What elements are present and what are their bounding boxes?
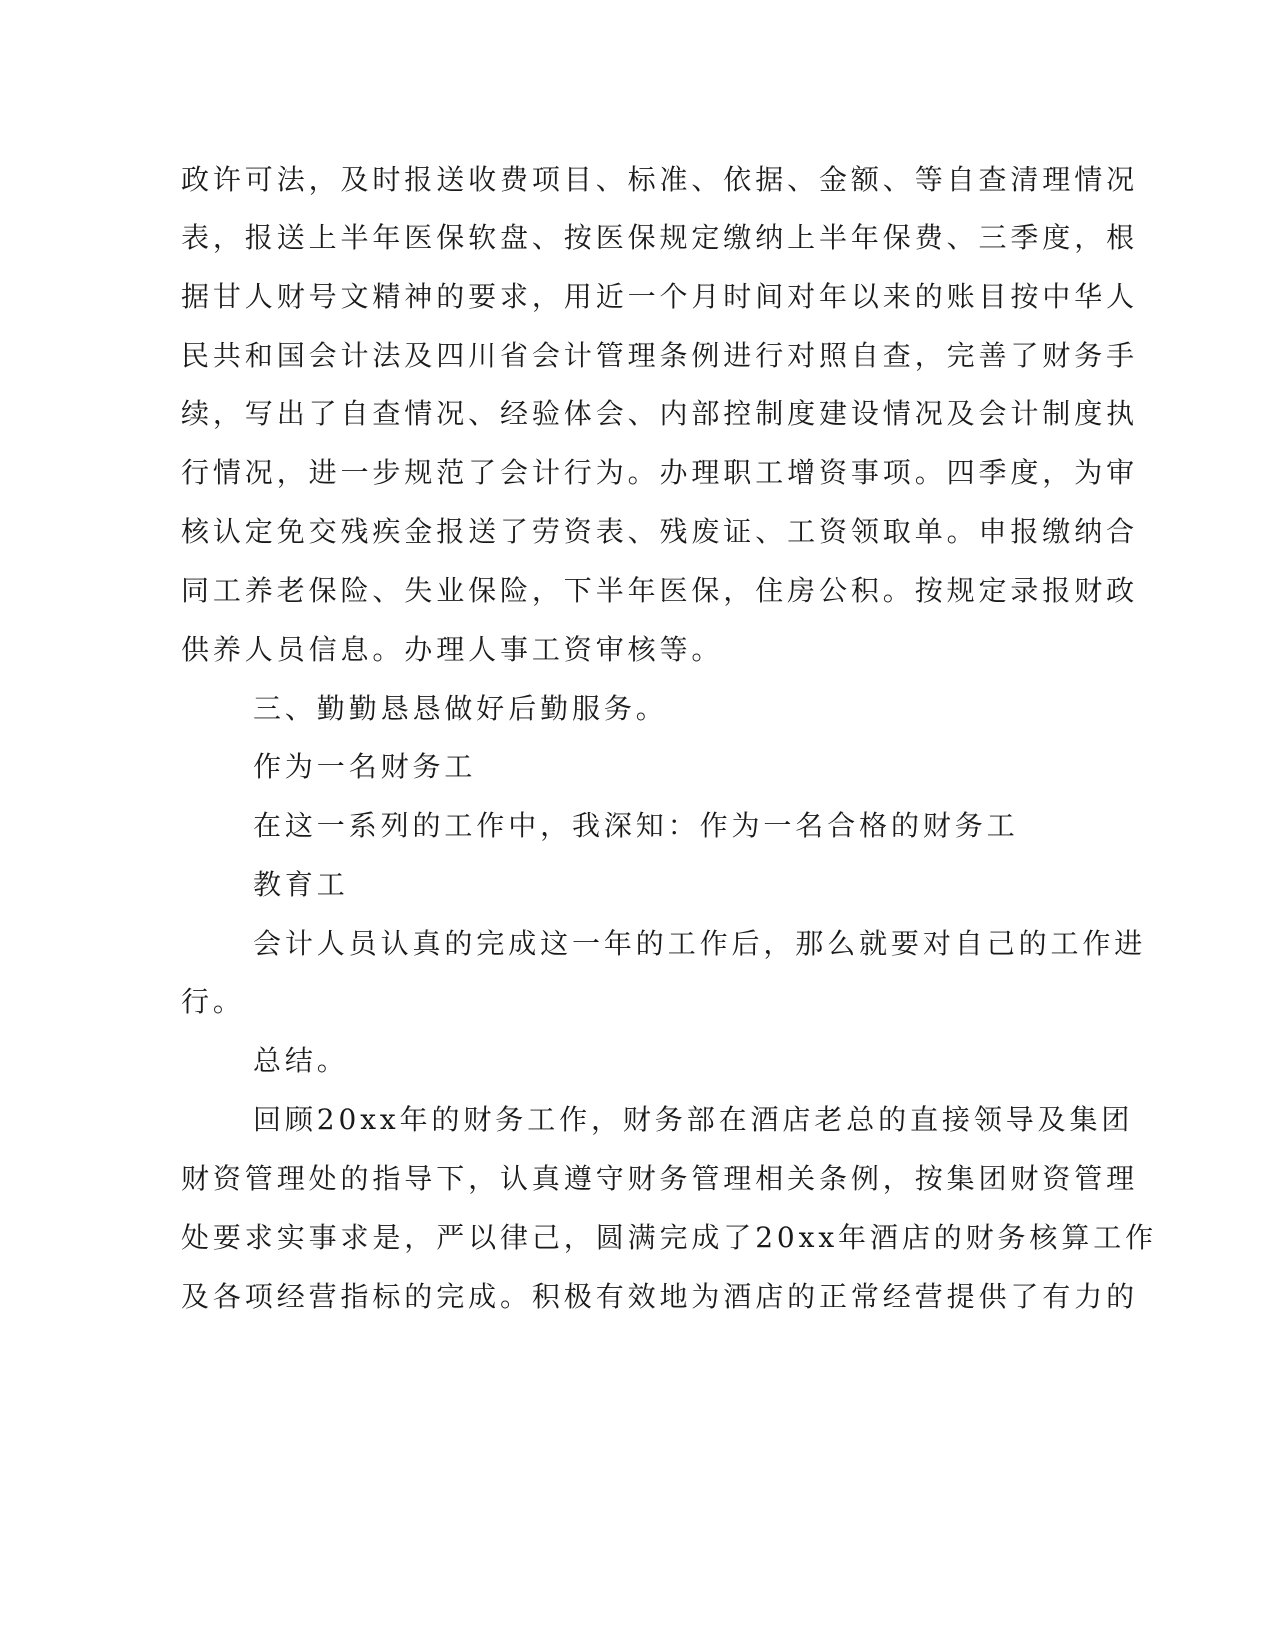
paragraph-line: 据甘人财号文精神的要求，用近一个月时间对年以来的账目按中华人: [181, 280, 1139, 313]
paragraph-line: 民共和国会计法及四川省会计管理条例进行对照自查，完善了财务手: [181, 339, 1139, 372]
paragraph-line: 政许可法，及时报送收费项目、标准、依据、金额、等自查清理情况: [181, 163, 1139, 196]
paragraph-line: 核认定免交残疾金报送了劳资表、残废证、工资领取单。申报缴纳合: [181, 515, 1139, 548]
paragraph-line: 财资管理处的指导下，认真遵守财务管理相关条例，按集团财资管理: [181, 1162, 1139, 1195]
paragraph-line: 行。: [181, 985, 245, 1018]
paragraph-line: 总结。: [253, 1044, 349, 1077]
paragraph-line: 同工养老保险、失业保险，下半年医保，住房公积。按规定录报财政: [181, 574, 1139, 607]
paragraph-line: 处要求实事求是，严以律己，圆满完成了20xx年酒店的财务核算工作: [181, 1221, 1158, 1254]
paragraph-line: 会计人员认真的完成这一年的工作后，那么就要对自己的工作进: [253, 927, 1147, 960]
paragraph-line: 作为一名财务工: [253, 750, 477, 783]
paragraph-line: 表，报送上半年医保软盘、按医保规定缴纳上半年保费、三季度，根: [181, 221, 1139, 254]
paragraph-line: 供养人员信息。办理人事工资审核等。: [181, 633, 724, 666]
paragraph-line: 行情况，进一步规范了会计行为。办理职工增资事项。四季度，为审: [181, 456, 1139, 489]
paragraph-line: 教育工: [253, 868, 349, 901]
paragraph-line: 续，写出了自查情况、经验体会、内部控制度建设情况及会计制度执: [181, 397, 1139, 430]
paragraph-line: 回顾20xx年的财务工作，财务部在酒店老总的直接领导及集团: [253, 1103, 1134, 1136]
paragraph-line: 及各项经营指标的完成。积极有效地为酒店的正常经营提供了有力的: [181, 1280, 1139, 1313]
paragraph-line: 在这一系列的工作中，我深知：作为一名合格的财务工: [253, 809, 1019, 842]
section-heading: 三、勤勤恳恳做好后勤服务。: [253, 692, 668, 725]
